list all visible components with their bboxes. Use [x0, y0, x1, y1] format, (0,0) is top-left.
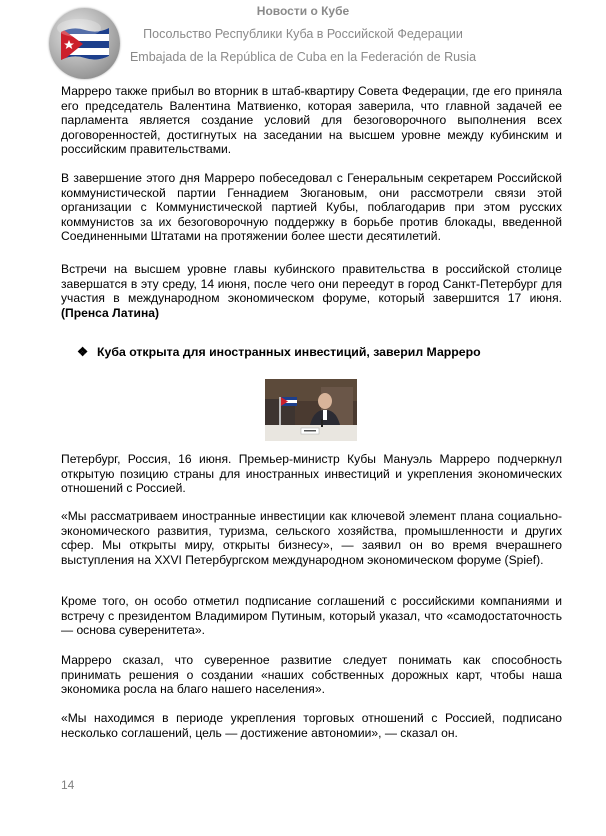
cuba-flag-logo-icon	[49, 8, 120, 79]
article2-paragraph-4: Марреро сказал, что суверенное развитие следует понимать как способность принимать решения о создании «наших собственных дорожных карт, чтобы наша экономика росла на благо нашего населения».	[61, 653, 562, 696]
article1-source: (Пренса Латина)	[61, 305, 160, 320]
header-embassy-ru: Посольство Республики Куба в Российской Федерации	[143, 27, 463, 41]
article1-paragraph-3	[61, 262, 562, 320]
article2-paragraph-2: «Мы рассматриваем иностранные инвестиции как ключевой элемент плана социально-экономического развития, туризма, сельского хозяйства, промышленности и других сфер. Мы открыты миру, открыты бизнесу», — заявил он во время вчерашнего выступления на XXVI Петербургском международном экономическом форуме (Spief).	[61, 509, 562, 567]
diamond-bullet-icon: ❖	[77, 345, 89, 359]
header-title: Новости о Кубе	[256, 4, 350, 18]
article2-paragraph-3: Кроме того, он особо отметил подписание соглашений с российскими компаниями и встречу с президентом Владимиром Путиным, который указал, что «самодостаточность — основа суверенитета».	[61, 594, 562, 637]
page-header	[0, 0, 606, 80]
article2-paragraph-1: Петербург, Россия, 16 июня. Премьер-министр Кубы Мануэль Марреро подчеркнул открытую позицию страны для иностранных инвестиций и укрепления экономических отношений с Россией.	[61, 452, 562, 495]
article1-paragraph-2: В завершение этого дня Марреро побеседовал с Генеральным секретарем Российской коммунистической партии Геннадием Зюгановым, они рассмотрели связи этой организации с Коммунистической партией Кубы, поблагодарив при этом русских коммунистов за их безоговорочную поддержку в борьбе против блокады, введенной Соединенными Штатами на протяжении более шести десятилетий.	[61, 171, 562, 243]
news-photo-marrero-icon	[265, 379, 357, 441]
article2-heading	[77, 345, 481, 359]
article2-paragraph-5: «Мы находимся в периоде укрепления торговых отношений с Россией, подписано несколько соглашений, цель — достижение автономии», — сказал он.	[61, 711, 562, 740]
article2-title: Куба открыта для иностранных инвестиций, заверил Марреро	[97, 345, 481, 359]
page-number: 14	[61, 778, 75, 792]
article1-paragraph-1: Марреро также прибыл во вторник в штаб-квартиру Совета Федерации, где его приняла его председатель Валентина Матвиенко, которая заверила, что главной задачей ее парламента является создание условий для безоговорочного выполнения всех договоренностей, достигнутых на заседании на высшем уровне между кубинским и российским правительствами.	[61, 84, 562, 156]
article1-paragraph-3-text: Встречи на высшем уровне главы кубинского правительства в российской столице завершатся в эту среду, 14 июня, после чего они переедут в город Санкт-Петербург для участия в международном экономическом форуме, который завершится 17 июня.	[61, 262, 562, 305]
header-embassy-es: Embajada de la República de Cuba en la Federación de Rusia	[129, 50, 477, 64]
